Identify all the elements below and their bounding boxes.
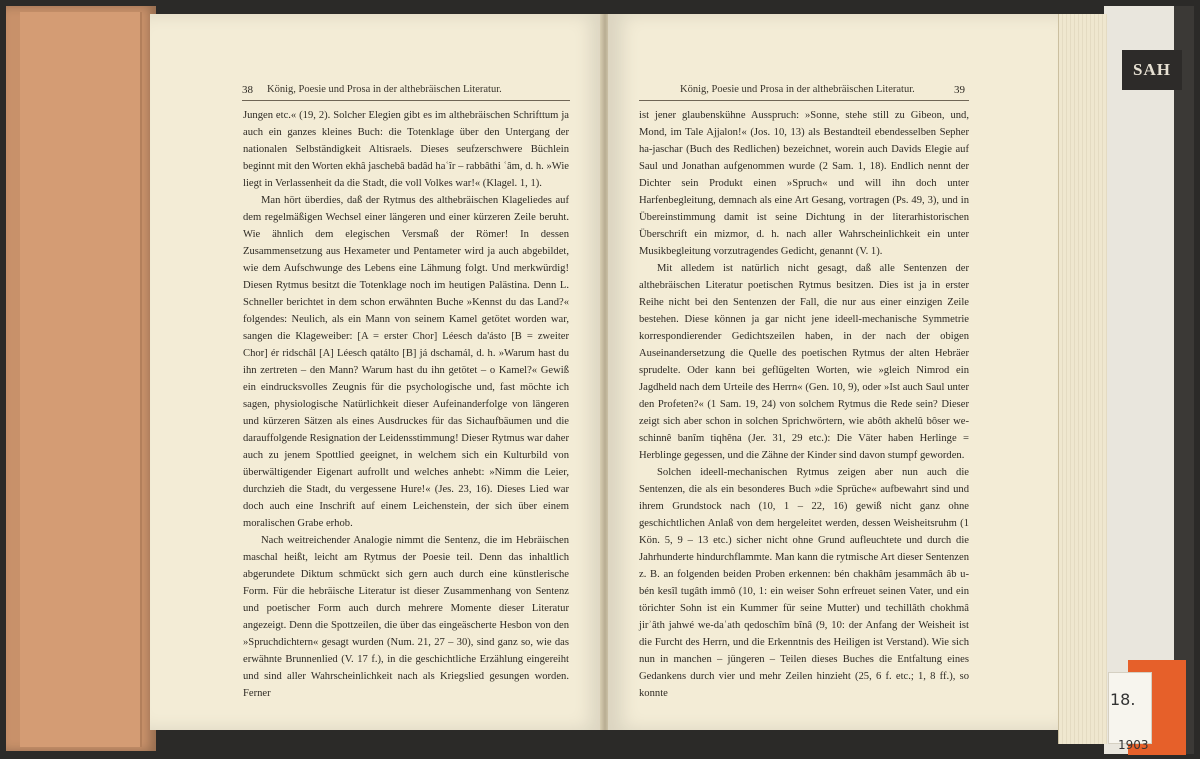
running-head-left: König, Poesie und Prosa in der althebräischen Literatur. (267, 84, 502, 95)
paragraph: Solchen ideell-mechanischen Rytmus zeigen aber nun auch die Sentenzen, die als ein besonderes Buch »die Sprüche« aufbewahrt sind und ihrem Grundstock nach (10, 1 – 22, 16) gewiß nicht ganz ohne geschichtlichen Anlaß von dem hergeleitet werden, dessen Weisheitsruhm (1 Kön. 5, 9 – 13 etc.) sicher nicht ohne Grund aufleuchtete und durch die Jahrhunderte hindurchflammte. Man kann die rytmische Art dieser Sentenzen z. B. an folgenden beiden Proben erkennen: bén chakhâm jesammâch âb u-bén kesîl tugâth immô (10, 1: ein weiser Sohn erfreuet seinen Vater, und ein törichter Sohn ist ein Kummer für seine Mutter) und techillâth chokhmâ jirʾâth jahwé we-daʿath qedoschîm bînâ (9, 10: der Anfang der Weisheit ist die Furcht des Herrn, und die Erkenntnis des Heiligen ist Verstand). Wie sich nun in manchen – jüngeren – Teilen dieses Buches die Entfaltung eines Gedankens durch vier und mehr Zeilen hinzieht (25, 6 f. etc.; 1, 8 ff.), so konnte (639, 467, 969, 699)
paragraph: Mit alledem ist natürlich nicht gesagt, daß alle Sentenzen der althebräischen Literatur poetischen Rytmus besitzen. Dies ist ja in erster Reihe nicht bei den Sentenzen der Fall, die nur aus einer einzigen Zeile bestehen. Diese können ja gar nicht jene ideell-mechanische Symmetrie korrespondierender Gedichtszeilen haben, in der nach der obigen Auseinandersetzung die Quelle des poetischen Rytmus der alten Hebräer sprudelte. Oder kann bei geflügelten Worten, wie »gleich Nimrod ein Jagdheld nach dem Urteile des Herrn« (Gen. 10, 9), oder »Ist auch Saul unter den Profeten?« (1 Sam. 19, 24) von solchem Rytmus die Rede sein? Dieser zeigt sich aber schon in solchen Sprichwörtern, wie abôth akhelû bôser we-schinnê banîm tiqhêna (Jer. 31, 29 etc.): Die Väter haben Herlinge = Herblinge gegessen, und die Zähne der Kinder sind davon stumpf geworden. (639, 263, 969, 461)
paragraph: Nach weitreichender Analogie nimmt die Sentenz, die im Hebräischen maschal heißt, leicht am Rytmus der Poesie teil. Denn das inhaltlich abgerundete Diktum schmückt sich gern auch durch eine künstlerische Form. Für die hebräische Literatur ist dieser Zusammenhang von Sentenz und poetischer Form auch durch mehrere Momente dieser Literatur angezeigt. Denn die Spottzeilen, die über das eingeäscherte Hesbon von den »Spruchdichtern« gesagt wurden (Num. 21, 27 – 30), sind ganz so, wie das erwähnte Brunnenlied (V. 17 f.), in die geschichtliche Erzählung eingereiht und sind aller Wahrscheinlichkeit nach als Kriegslied gesungen worden. Ferner (243, 535, 569, 699)
right-cover (1104, 6, 1194, 754)
right-page (608, 14, 1058, 730)
slip-text: 18. (1110, 690, 1136, 709)
page-number-left: 38 (242, 84, 253, 96)
right-text-block (639, 107, 969, 702)
running-head-right: König, Poesie und Prosa in der althebräischen Literatur. (680, 84, 915, 95)
left-page (150, 14, 605, 730)
paragraph: ist jener glaubenskühne Ausspruch: »Sonne, stehe still zu Gibeon, und, Mond, im Tale Ajjalon!« (Jos. 10, 13) als Bestandteil ebendesselben Sepher ha-jaschar (Buch des Redlichen) bezeichnet, worein auch Davids Elegie auf Saul und Jonathan aufgenommen wurde (2 Sam. 1, 18). Endlich nennt der Dichter sein Produkt einen »Spruch« und will ihn doch unter Harfenbegleitung, demnach als eine Art Gesang, vortragen (Ps. 49, 3), und in Übereinstimmung damit ist seine Dichtung in der literarhistorischen Überschrift ein mizmor, d. h. nach aller Wahrscheinlichkeit ein unter Musikbegleitung vorzutragendes Gedicht, genannt (V. 1). (639, 110, 969, 257)
page-edges (1058, 14, 1107, 744)
left-text-block (243, 107, 569, 702)
page-number-right: 39 (954, 84, 965, 96)
slip-year: 1903 (1118, 738, 1149, 752)
left-cover (6, 6, 156, 751)
spine-label: SAH (1122, 50, 1182, 90)
head-rule-right (639, 100, 969, 101)
paragraph: Jungen etc.« (19, 2). Solcher Elegien gibt es im althebräischen Schrifttum ja auch ein ganzes kleines Buch: die Totenklage über den Untergang der nationalen Selbständigkeit Altisraels. Dieses seufzerschwere Büchlein beginnt mit den Worten ekhâ jaschebâ badâd haʿîr – rabbâthi ʿâm, d. h. »Wie liegt in Verlassenheit da die Stadt, die voll Volkes war!« (Klagel. 1, 1). (243, 110, 569, 189)
paragraph: Man hört überdies, daß der Rytmus des althebräischen Klageliedes auf dem regelmäßigen Wechsel einer längeren und einer kürzeren Zeile beruht. Wie ähnlich dem elegischen Versmaß der Römer! In dessen Zusammensetzung aus Hexameter und Pentameter wird ja auch abgebildet, wie dem Aufschwunge des Lebens eine Lähmung folgt. Und merkwürdig! Diesen Rytmus besitzt die Totenklage noch im heutigen Palästina. Denn L. Schneller berichtet in dem schon erwähnten Buche »Kennst du das Land?« folgendes: Neulich, als ein Mann von seinem Kamel getötet worden war, sangen die Klageweiber: [A = erster Chor] Léesch da'ásto [B = zweiter Chor] ér ridschâl [A] Léesch qatálto [B] já dschamál, d. h. »Warum hast du ihn zertreten – den Mann? Warum hast du ihn getötet – o Kamel?« Gewiß ein eindrucksvolles Zeugnis für die psychologische und, fast möchte ich sagen, physiologische Natürlichkeit dieser Aufeinanderfolge von längeren und kürzeren Sätzen als eines Ausdruckes für das Sichaufbäumen und die darauffolgende Resignation der Leidensstimmung! Dieser Rytmus war daher auch zu jenem Spottlied geeignet, in welchem sich ein Kulturbild von überwältigender Eigenart aufrollt und welches anhebt: »Nimm die Leier, durchzieh die Stadt, du vergessene Hure!« (Jes. 23, 16). Dieses Lied war doch auch eine Inschrift auf einem Leichenstein, der sich über einem moralischen Grabe erhob. (243, 195, 569, 529)
head-rule-left (242, 100, 570, 101)
